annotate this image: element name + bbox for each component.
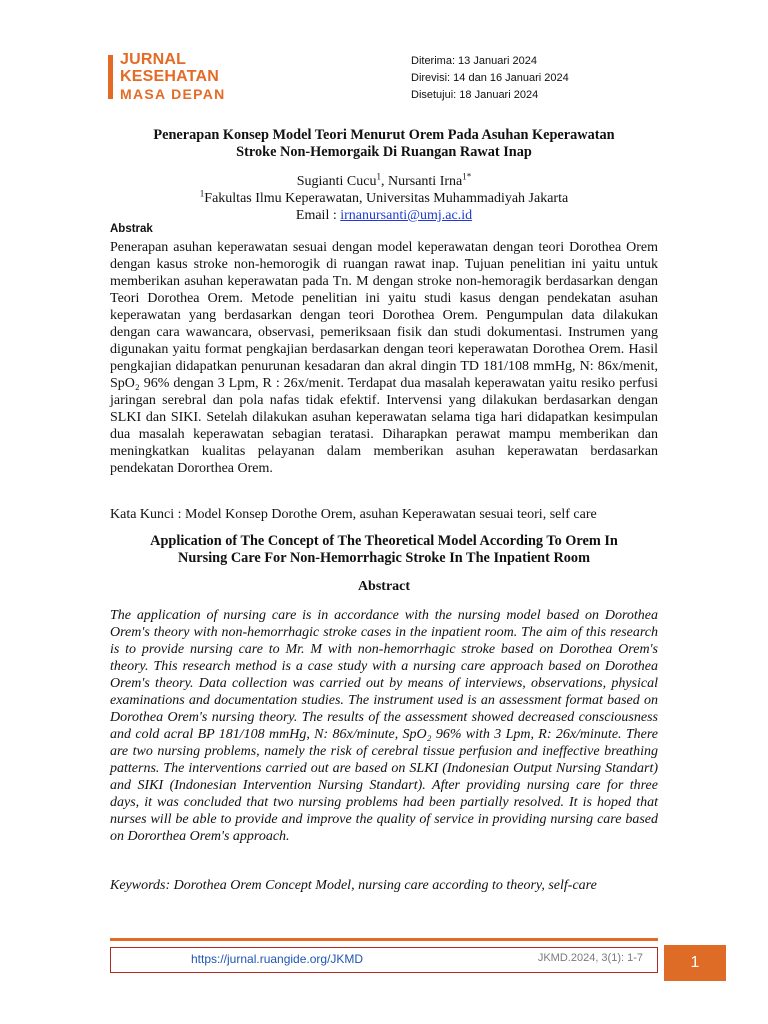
- author-2: Nursanti Irna: [387, 174, 463, 189]
- title-id-line-2: Stroke Non-Hemorgaik Di Ruangan Rawat Inap: [236, 144, 532, 160]
- date-received: Diterima: 13 Januari 2024: [411, 55, 537, 67]
- email-line: [110, 207, 658, 224]
- affiliation-text: Fakultas Ilmu Keperawatan, Universitas Muhammadiyah Jakarta: [204, 191, 569, 206]
- title-en-line-2: Nursing Care For Non-Hemorrhagic Stroke In The Inpatient Room: [178, 550, 590, 566]
- author-separator: ,: [380, 174, 388, 189]
- author-2-sup: 1*: [462, 171, 472, 182]
- footer-rule: [110, 938, 658, 941]
- affiliation-sup: 1: [199, 188, 205, 199]
- title-en-line-1: Application of The Concept of The Theoretical Model According To Orem In: [150, 533, 618, 549]
- logo-line-1: JURNAL: [120, 51, 187, 68]
- logo-line-2: KESEHATAN: [120, 68, 219, 85]
- title-id-line-1: Penerapan Konsep Model Teori Menurut Orem Pada Asuhan Keperawatan: [153, 127, 615, 143]
- email-link[interactable]: irnanursanti@umj.ac.id: [340, 208, 473, 223]
- citation-text: JKMD.2024, 3(1): 1-7: [537, 952, 643, 964]
- title-indonesian: [110, 127, 658, 161]
- abstract-body: The application of nursing care is in accordance with the nursing model based on Dorothea Orem's theory with non-hemorrhagic stroke cases in the inpatient room. The aim of this research is to provide nursing care to Mr. M with non-hemorrhagic stroke based on Dorothea Orem's theory. This research method is a case study with a nursing care approach based on Dorothea Orem's theory. Data collection was carried out by means of interviews, observations, physical examinations and documentation studies. The instrument used is an assessment format based on Dorothea Orem's nursing theory. The results of the assessment showed decreased consciousness and cold acral BP 181/108 mmHg, N: 86x/minute, SpO₂ 96% with 3 Lpm, R: 26x/minute. There are two nursing problems, namely the risk of cerebral tissue perfusion and ineffective breathing patterns. The interventions carried out are based on SLKI (Indonesian Output Nursing Standart) and SIKI (Indonesian Intervention Nursing Standart). After providing nursing care for three days, it was concluded that two nursing problems had been partially resolved. It is hoped that nurses will be able to provide and improve the quality of service in providing nursing care based on Dororthea Orem's approach.: [110, 608, 658, 844]
- journal-url-link[interactable]: https://jurnal.ruangide.org/JKMD: [191, 952, 364, 966]
- submission-dates: [411, 53, 569, 104]
- author-names: [110, 173, 658, 190]
- abstrak-body: Penerapan asuhan keperawatan sesuai dengan model keperawatan dengan teori Dorothea Orem dengan kasus stroke non-hemorogik di ruangan rawat inap. Tujuan penelitian ini yaitu untuk memberikan asuhan keperawatan pada Tn. M dengan stroke non-hemoragik berdasarkan dengan Teori Dorothea Orem. Metode penelitian ini yaitu studi kasus dengan pendekatan asuhan keperawatan yang berdasarkan dengan teori Dorothea Orem. Pengumpulan data dilakukan dengan cara wawancara, observasi, pemeriksaan fisik dan studi dokumentasi. Instrumen yang digunakan yaitu format pengkajian berdasarkan dengan teori keperawatan Dorothea Orem. Hasil pengkajian didapatkan penurunan kesadaran dan akral dingin TD 181/108 mmHg, N: 86x/menit, SpO₂ 96% dengan 3 Lpm, R : 26x/menit. Terdapat dua masalah keperawatan yaitu resiko perfusi jaringan serebral dan pola nafas tidak efektif. Intervensi yang dilakukan berdasarkan dengan SLKI dan SIKI. Setelah dilakukan asuhan keperawatan selama tiga hari didapatkan kesimpulan dua masalah keperawatan sebagian teratasi. Diharapkan perawat mampu memberikan dan meningkatkan kualitas pelayanan dalam memberikan asuhan keperawatan berdasarkan pendekatan Dororthea Orem.: [110, 240, 658, 476]
- abstrak-heading: Abstrak: [110, 223, 153, 235]
- logo-line-3: MASA DEPAN: [120, 86, 226, 102]
- email-label: Email :: [295, 208, 341, 223]
- date-accepted: Disetujui: 18 Januari 2024: [411, 89, 539, 101]
- page-number: 1: [664, 945, 726, 981]
- kata-kunci: Kata Kunci : Model Konsep Dorothe Orem, asuhan Keperawatan sesuai teori, self care: [110, 507, 597, 522]
- footer-box: [110, 947, 658, 973]
- abstract-heading: Abstract: [357, 579, 411, 594]
- date-revised: Direvisi: 14 dan 16 Januari 2024: [411, 72, 569, 84]
- title-english: [110, 533, 658, 567]
- affiliation: [110, 190, 658, 207]
- keywords: Keywords: Dorothea Orem Concept Model, nursing care according to theory, self-care: [110, 878, 597, 893]
- author-block: [110, 173, 658, 224]
- author-1-sup: 1: [376, 171, 381, 182]
- journal-logo: [108, 52, 258, 104]
- author-1: Sugianti Cucu: [296, 174, 377, 189]
- logo-accent-bar: [108, 55, 113, 99]
